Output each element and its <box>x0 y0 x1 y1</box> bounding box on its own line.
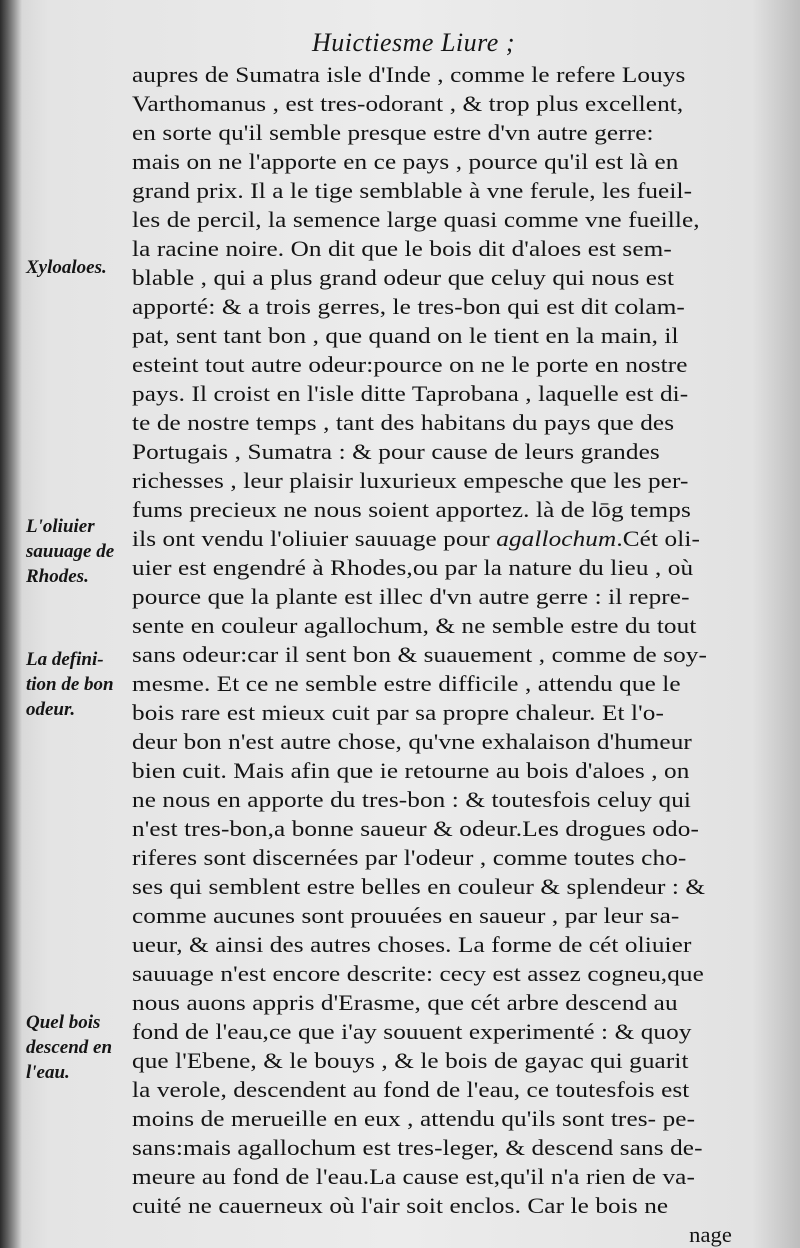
text-line: bien cuit. Mais afin que ie retourne au bois d'aloes , on <box>132 758 690 783</box>
text-line: aupres de Sumatra isle d'Inde , comme le refere Louys <box>132 62 686 87</box>
text-line: ses qui semblent estre belles en couleur & splendeur : & <box>132 874 706 899</box>
text-line: en sorte qu'il semble presque estre d'vn autre gerre: <box>132 120 654 145</box>
margin-note-line: La defini- <box>26 649 104 670</box>
text-line: pays. Il croist en l'isle ditte Taprobana , laquelle est di- <box>132 381 689 406</box>
text-line: te de nostre temps , tant des habitans du pays que des <box>132 410 675 435</box>
text-line: nous auons appris d'Erasme, que cét arbre descend au <box>132 990 678 1015</box>
text-line: moins de merueille en eux , attendu qu'ils sont tres- pe- <box>132 1106 696 1131</box>
text-line: la verole, descendent au fond de l'eau, ce toutesfois est <box>132 1077 690 1102</box>
text-line: ne nous en apporte du tres-bon : & toutesfois celuy qui <box>132 787 692 812</box>
margin-note-line: descend en <box>26 1037 113 1058</box>
text-line: la racine noire. On dit que le bois dit d'aloes est sem- <box>132 236 672 261</box>
text-line: blable , qui a plus grand odeur que celuy qui nous est <box>132 265 675 290</box>
text-line: uier est engendré à Rhodes,ou par la nature du lieu , où <box>132 555 694 580</box>
running-head: Huictiesme Liure ; <box>312 28 515 57</box>
body-text <box>132 60 732 1248</box>
text-line: mais on ne l'apporte en ce pays , pource qu'il est là en <box>132 149 679 174</box>
text-line: pat, sent tant bon , que quand on le tient en la main, il <box>132 323 679 348</box>
margin-note-olivier <box>26 514 114 589</box>
margin-note-line: Xyloaloes. <box>26 257 107 278</box>
text-line: sans odeur:car il sent bon & suauement , comme de soy- <box>132 642 708 667</box>
binding-shadow <box>0 0 22 1248</box>
margin-note-line: l'eau. <box>26 1062 70 1083</box>
margin-note-definition <box>26 647 114 722</box>
margin-note-line: Quel bois <box>26 1012 101 1033</box>
text-line: n'est tres-bon,a bonne saueur & odeur.Les drogues odo- <box>132 816 699 841</box>
text-line: richesses , leur plaisir luxurieux empesche que les per- <box>132 468 689 493</box>
text-line: ils ont vendu l'oliuier sauuage pour agallochum.Cét oli- <box>132 526 700 551</box>
catchword: nage <box>689 1222 732 1247</box>
text-line: pource que la plante est illec d'vn autre gerre : il repre- <box>132 584 690 609</box>
text-line: les de percil, la semence large quasi comme vne fueille, <box>132 207 700 232</box>
text-line: comme aucunes sont prouuées en saueur , par leur sa- <box>132 903 680 928</box>
text-line: grand prix. Il a le tige semblable à vne ferule, les fueil- <box>132 178 693 203</box>
text-line: sans:mais agallochum est tres-leger, & descend sans de- <box>132 1135 703 1160</box>
margin-note-line: tion de bon <box>26 674 114 695</box>
italic-term: agallochum <box>496 526 617 551</box>
text-line: Portugais , Sumatra : & pour cause de leurs grandes <box>132 439 660 464</box>
text-line: cuité ne cauerneux où l'air soit enclos. Car le bois ne <box>132 1193 669 1218</box>
text-line: fums precieux ne nous soient apportez. là de lōg temps <box>132 497 691 522</box>
margin-note-line: L'oliuier <box>26 516 95 537</box>
text-line: que l'Ebene, & le bouys , & le bois de gayac qui guarit <box>132 1048 689 1073</box>
text-line: ueur, & ainsi des autres choses. La forme de cét oliuier <box>132 932 692 957</box>
text-line: sauuage n'est encore descrite: cecy est assez cogneu,que <box>132 961 704 986</box>
margin-note-xyloaloes <box>26 255 107 280</box>
text-line: apporté: & a trois gerres, le tres-bon qui est dit colam- <box>132 294 685 319</box>
text-line: esteint tout autre odeur:pource on ne le porte en nostre <box>132 352 688 377</box>
text-line: fond de l'eau,ce que i'ay souuent experimenté : & quoy <box>132 1019 692 1044</box>
margin-note-line: odeur. <box>26 699 76 720</box>
text-line: deur bon n'est autre chose, qu'vne exhalaison d'humeur <box>132 729 692 754</box>
text-line: bois rare est mieux cuit par sa propre chaleur. Et l'o- <box>132 700 665 725</box>
margin-note-quel-bois <box>26 1010 112 1085</box>
text-line: riferes sont discernées par l'odeur , comme toutes cho- <box>132 845 687 870</box>
text-line: mesme. Et ce ne semble estre difficile , attendu que le <box>132 671 681 696</box>
text-line: meure au fond de l'eau.La cause est,qu'il n'a rien de va- <box>132 1164 695 1189</box>
margin-note-line: sauuage de <box>26 541 115 562</box>
text-line: sente en couleur agallochum, & ne semble estre du tout <box>132 613 697 638</box>
text-line: Varthomanus , est tres-odorant , & trop plus excellent, <box>132 91 684 116</box>
margin-note-line: Rhodes. <box>26 566 89 587</box>
